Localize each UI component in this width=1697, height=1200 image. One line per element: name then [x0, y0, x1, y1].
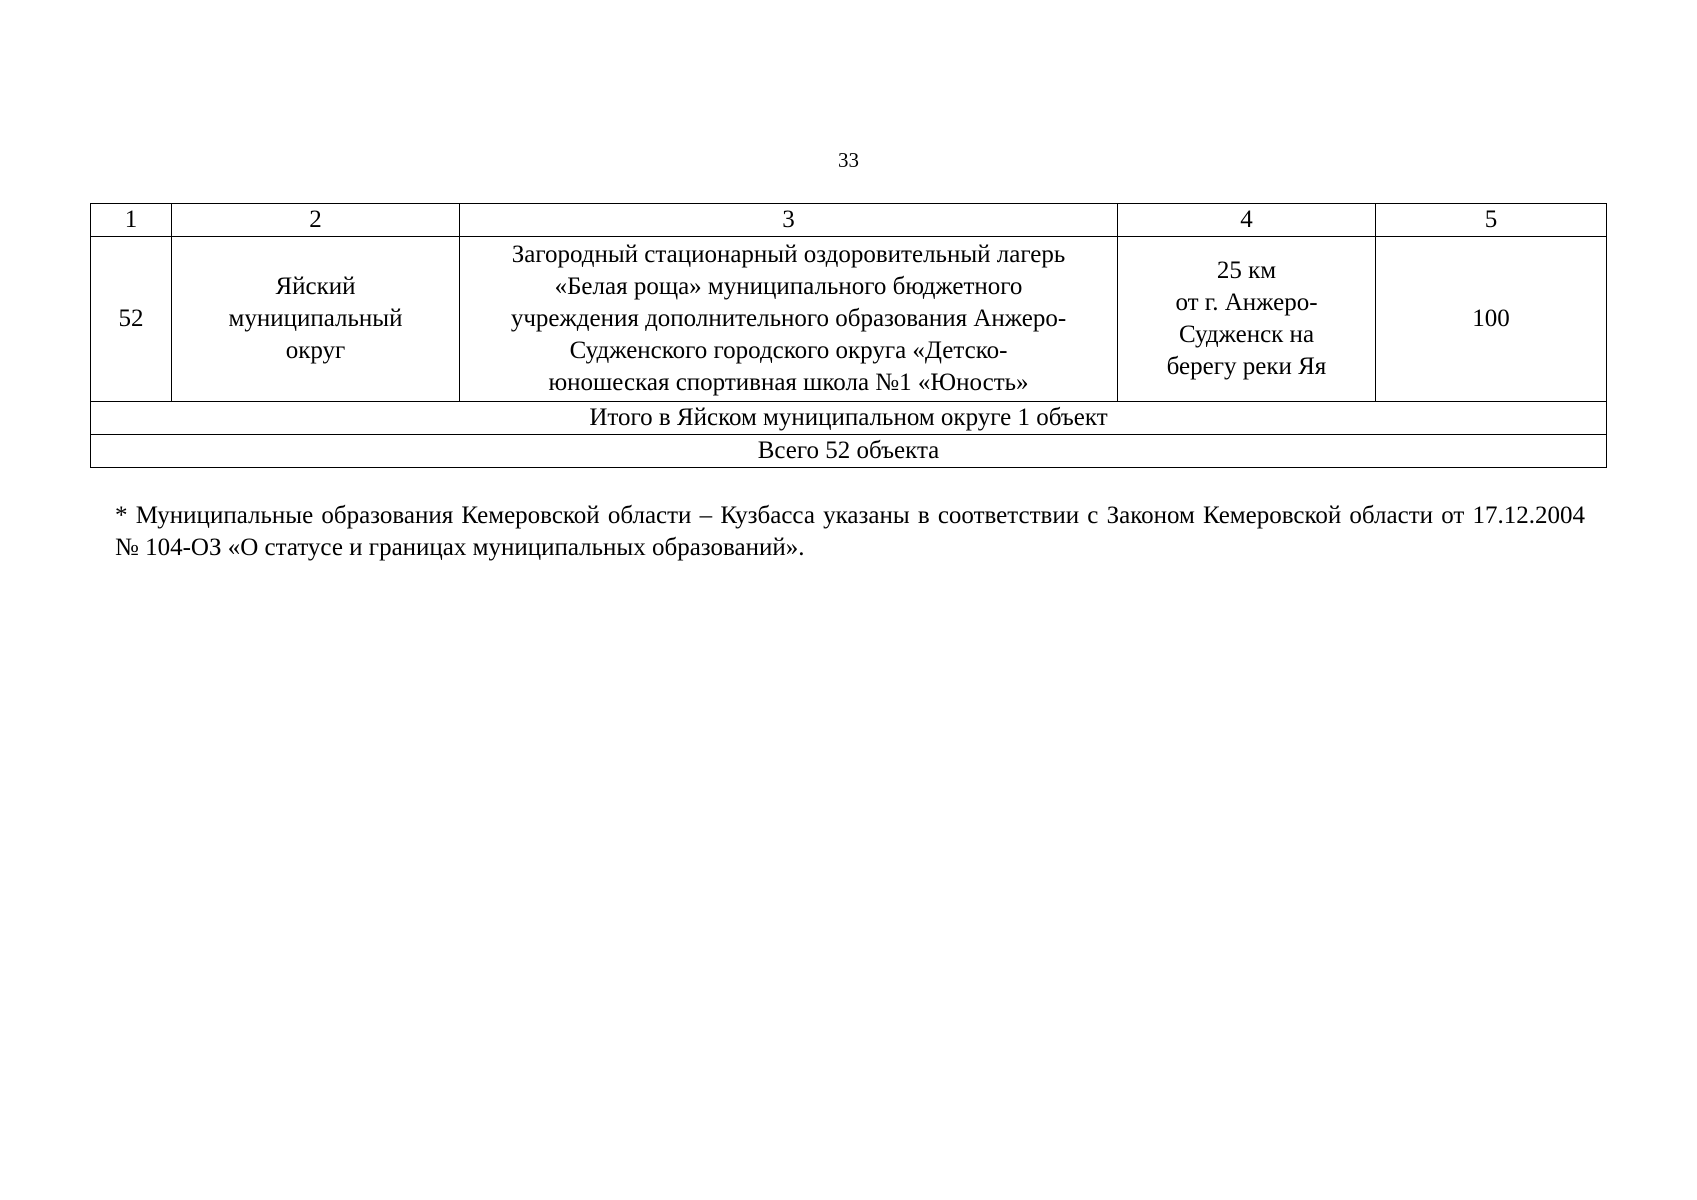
column-header-4: 4 [1118, 204, 1376, 237]
row-number-cell: 52 [91, 237, 172, 402]
column-header-3: 3 [460, 204, 1118, 237]
footnote: * Муниципальные образования Кемеровской области – Кузбасса указаны в соответствии с Законом Кемеровской области от 17.12.2004 № 104-ОЗ «О статусе и границах муниципальных образований». [115, 502, 1585, 561]
total-row [91, 435, 1607, 468]
page-number: 33 [838, 148, 859, 172]
total-cell: Всего 52 объекта [91, 435, 1607, 468]
table-header-row [91, 204, 1607, 237]
capacity-cell: 100 [1376, 237, 1607, 402]
municipality-cell: Яйский муниципальный округ [172, 237, 460, 402]
subtotal-cell: Итого в Яйском муниципальном округе 1 объект [91, 402, 1607, 435]
table-row [91, 237, 1607, 402]
column-header-5: 5 [1376, 204, 1607, 237]
subtotal-row [91, 402, 1607, 435]
objects-table [90, 203, 1607, 468]
column-header-2: 2 [172, 204, 460, 237]
column-header-1: 1 [91, 204, 172, 237]
location-cell: 25 км от г. Анжеро- Судженск на берегу реки Яя [1118, 237, 1376, 402]
object-name-cell: Загородный стационарный оздоровительный лагерь «Белая роща» муниципального бюджетного учреждения дополнительного образования Анжеро- Судженского городского округа «Детско- юношеская спортивная школа №1 «Юность» [460, 237, 1118, 402]
